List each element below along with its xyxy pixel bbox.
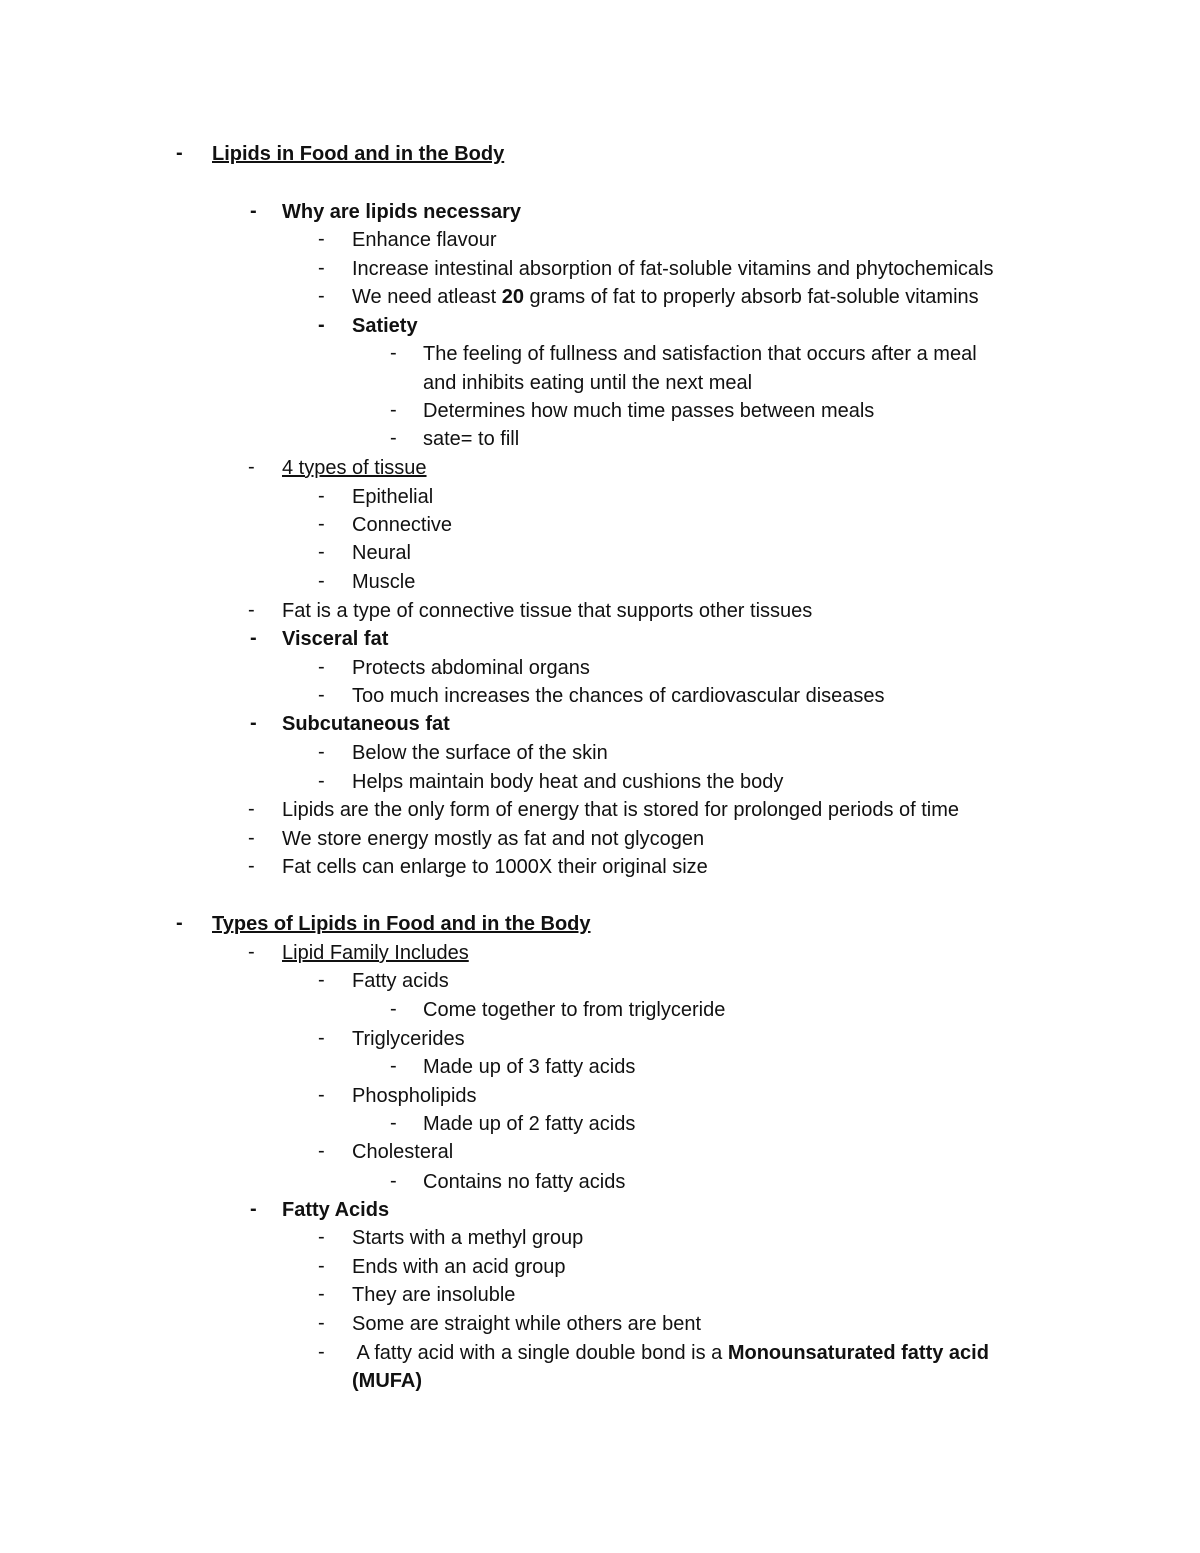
list-item-fat-amount	[352, 285, 979, 309]
text-post: grams of fat to properly absorb fat-soluble vitamins	[523, 286, 979, 308]
list-item: Starts with a methyl group	[352, 1227, 584, 1249]
list-item: Neural	[352, 542, 411, 564]
bullet-dash: -	[248, 798, 255, 820]
list-item: Made up of 3 fatty acids	[423, 1056, 636, 1078]
list-item: We store energy mostly as fat and not glycogen	[282, 828, 705, 850]
section-title-lipids: Lipids in Food and in the Body	[212, 143, 505, 165]
satiety-definition-line2: and inhibits eating until the next meal	[423, 372, 753, 394]
bullet-dash: -	[176, 912, 183, 934]
bullet-dash: -	[390, 1055, 397, 1077]
term-mufa: Monounsaturated fatty acid	[727, 1342, 989, 1364]
bullet-dash: -	[318, 314, 325, 336]
heading-fatty-acids: Fatty Acids	[282, 1199, 390, 1221]
bullet-dash: -	[250, 200, 257, 222]
list-item: Increase intestinal absorption of fat-soluble vitamins and phytochemicals	[352, 258, 994, 280]
list-item-mufa	[352, 1341, 989, 1365]
bullet-dash: -	[390, 1170, 397, 1192]
bullet-dash: -	[318, 570, 325, 592]
satiety-definition-line1: The feeling of fullness and satisfaction that occurs after a meal	[423, 343, 977, 365]
heading-tissue-types: 4 types of tissue	[282, 457, 427, 479]
list-item: Protects abdominal organs	[352, 657, 590, 679]
bullet-dash: -	[176, 142, 183, 164]
bullet-dash: -	[248, 599, 255, 621]
list-item: Fat is a type of connective tissue that supports other tissues	[282, 600, 813, 622]
bullet-dash: -	[318, 1140, 325, 1162]
bullet-dash: -	[318, 1084, 325, 1106]
list-item: Helps maintain body heat and cushions the body	[352, 771, 784, 793]
list-item: Too much increases the chances of cardiovascular diseases	[352, 685, 885, 707]
list-item: Enhance flavour	[352, 229, 497, 251]
bullet-dash: -	[250, 1198, 257, 1220]
bullet-dash: -	[390, 427, 397, 449]
list-item: Come together to from triglyceride	[423, 999, 726, 1021]
bullet-dash: -	[390, 1112, 397, 1134]
bullet-dash: -	[390, 998, 397, 1020]
heading-visceral-fat: Visceral fat	[282, 628, 389, 650]
bullet-dash: -	[318, 1283, 325, 1305]
fat-grams: 20	[501, 286, 524, 308]
list-item: Triglycerides	[352, 1028, 465, 1050]
bullet-dash: -	[318, 257, 325, 279]
bullet-dash: -	[318, 285, 325, 307]
list-item: They are insoluble	[352, 1284, 516, 1306]
list-item: Below the surface of the skin	[352, 742, 608, 764]
bullet-dash: -	[318, 1027, 325, 1049]
list-item: Made up of 2 fatty acids	[423, 1113, 636, 1135]
heading-satiety: Satiety	[352, 315, 418, 337]
bullet-dash: -	[318, 741, 325, 763]
heading-why-lipids: Why are lipids necessary	[282, 201, 522, 223]
list-item: Determines how much time passes between meals	[423, 400, 875, 422]
bullet-dash: -	[248, 827, 255, 849]
bullet-dash: -	[248, 941, 255, 963]
bullet-dash: -	[250, 627, 257, 649]
list-item: Cholesteral	[352, 1141, 454, 1163]
heading-lipid-family: Lipid Family Includes	[282, 942, 469, 964]
list-item: Fatty acids	[352, 970, 449, 992]
list-item: Contains no fatty acids	[423, 1171, 626, 1193]
bullet-dash: -	[318, 1341, 325, 1363]
bullet-dash: -	[318, 1312, 325, 1334]
list-item: Phospholipids	[352, 1085, 477, 1107]
bullet-dash: -	[390, 342, 397, 364]
text-pre: A fatty acid with a single double bond is a	[352, 1342, 728, 1364]
list-item: Ends with an acid group	[352, 1256, 566, 1278]
bullet-dash: -	[318, 1255, 325, 1277]
bullet-dash: -	[318, 969, 325, 991]
bullet-dash: -	[390, 399, 397, 421]
list-item: Some are straight while others are bent	[352, 1313, 702, 1335]
bullet-dash: -	[318, 513, 325, 535]
bullet-dash: -	[248, 855, 255, 877]
text-pre: We need atleast	[352, 286, 502, 308]
list-item: Connective	[352, 514, 453, 536]
bullet-dash: -	[318, 656, 325, 678]
bullet-dash: -	[318, 228, 325, 250]
bullet-dash: -	[248, 456, 255, 478]
list-item: Muscle	[352, 571, 416, 593]
bullet-dash: -	[318, 770, 325, 792]
list-item: Lipids are the only form of energy that is stored for prolonged periods of time	[282, 799, 960, 821]
list-item: Fat cells can enlarge to 1000X their original size	[282, 856, 708, 878]
bullet-dash: -	[318, 684, 325, 706]
term-mufa-abbrev: (MUFA)	[352, 1370, 422, 1392]
bullet-dash: -	[250, 712, 257, 734]
bullet-dash: -	[318, 541, 325, 563]
list-item: sate= to fill	[423, 428, 520, 450]
list-item: Epithelial	[352, 486, 434, 508]
section-title-types-of-lipids: Types of Lipids in Food and in the Body	[212, 913, 591, 935]
heading-subcutaneous-fat: Subcutaneous fat	[282, 713, 450, 735]
bullet-dash: -	[318, 1226, 325, 1248]
bullet-dash: -	[318, 485, 325, 507]
